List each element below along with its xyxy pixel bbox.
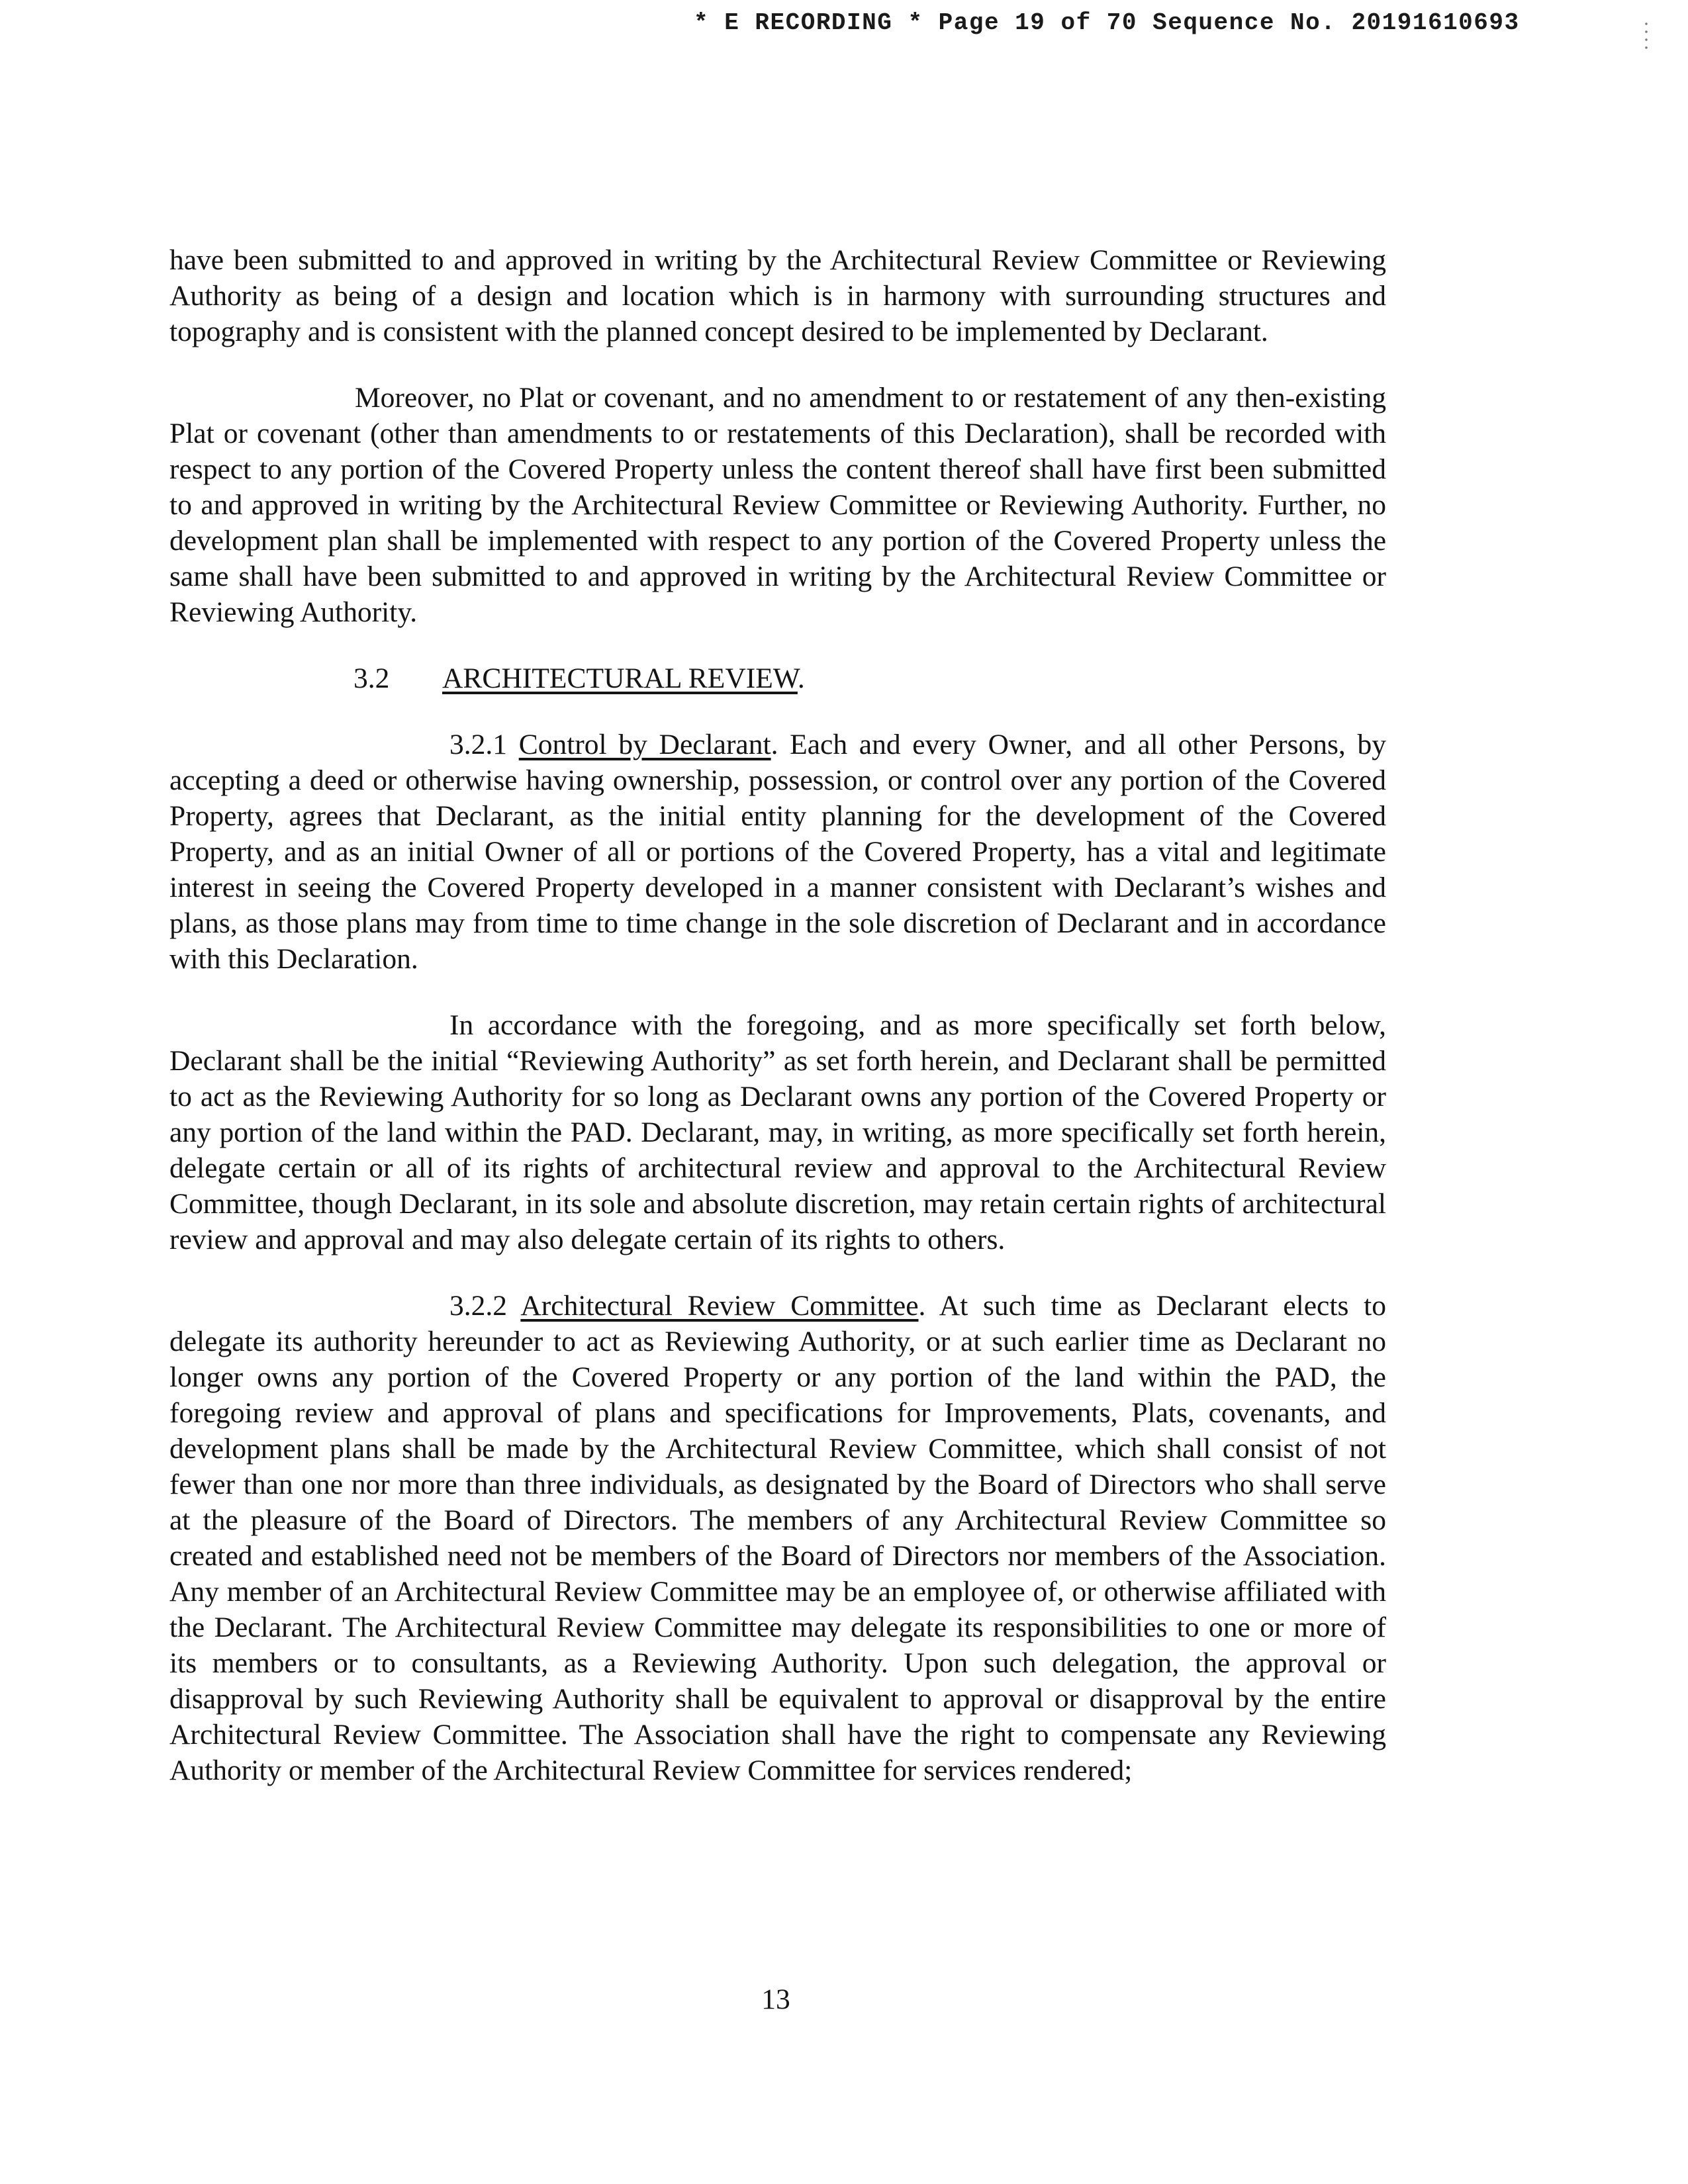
subsection-text: Each and every Owner, and all other Persons, by accepting a deed or otherwise having ownership, possession, or control over any portion of the Covered Property, agrees that Declarant, as the initial entity planning for the development of the Covered Property, and as an initial Owner of all or portions of the Covered Property, has a vital and legitimate interest in seeing the Covered Property developed in a manner consistent with Declarant’s wishes and plans, as those plans may from time to time change in the sole discretion of Declarant and in accordance with this Declaration. [169,729,1386,975]
paragraph-continuation: have been submitted to and approved in writing by the Architectural Review Committee or Reviewing Authority as being of a design and location which is in harmony with surrounding structures and topography and is consistent with the planned concept desired to be implemented by Declarant. [169,244,1386,347]
subsection-3-2-1 [169,727,1386,977]
section-number: 3.2 [353,662,390,694]
paragraph-reviewing-authority: In accordance with the foregoing, and as more specifically set forth below, Declarant shall be the initial “Reviewing Authority” as set forth herein, and Declarant shall be permitted to act as the Reviewing Authority for so long as Declarant owns any portion of the Covered Property or any portion of the land within the PAD. Declarant, may, in writing, as more specifically set forth herein, delegate certain or all of its rights of architectural review and approval to the Architectural Review Committee, though Declarant, in its sole and absolute discretion, may retain certain rights of architectural review and approval and may also delegate certain of its rights to others. [169,1009,1386,1255]
subsection-title-period: . [918,1290,926,1322]
subsection-title: Architectural Review Committee [520,1290,919,1322]
section-3-2-heading [169,660,1386,696]
recording-stamp: * E RECORDING * Page 19 of 70 Sequence No. 20191610693 [694,9,1520,36]
page-number: 13 [761,1983,790,2015]
page-edge-dots [1644,20,1648,50]
section-title-period: . [797,662,805,694]
subsection-3-2-2 [169,1288,1386,1788]
subsection-number: 3.2.2 [449,1290,507,1322]
subsection-text: At such time as Declarant elects to delegate its authority hereunder to act as Reviewing Authority, or at such earlier time as Declarant no longer owns any portion of the Covered Property or any portion of the land within the PAD, the foregoing review and approval of plans and specifications for Improvements, Plats, covenants, and development plans shall be made by the Architectural Review Committee, which shall consist of not fewer than one nor more than three individuals, as designated by the Board of Directors who shall serve at the pleasure of the Board of Directors. The members of any Architectural Review Committee so created and established need not be members of the Board of Directors nor members of the Association. Any member of an Architectural Review Committee may be an employee of, or otherwise affiliated with the Declarant. The Architectural Review Committee may delegate its responsibilities to one or more of its members or to consultants, as a Reviewing Authority. Upon such delegation, the approval or disapproval by such Reviewing Authority shall be equivalent to approval or disapproval by the entire Architectural Review Committee. The Association shall have the right to compensate any Reviewing Authority or member of the Architectural Review Committee for services rendered; [169,1290,1386,1786]
document-body [169,242,1386,1819]
subsection-number: 3.2.1 [449,729,507,760]
subsection-title: Control by Declarant [518,729,771,760]
section-title: ARCHITECTURAL REVIEW [442,662,798,694]
subsection-title-period: . [771,729,778,760]
paragraph-plat-covenant: Moreover, no Plat or covenant, and no amendment to or restatement of any then-existing Plat or covenant (other than amendments to or restatements of this Declaration), shall be recorded with respect to any portion of the Covered Property unless the content thereof shall have first been submitted to and approved in writing by the Architectural Review Committee or Reviewing Authority. Further, no development plan shall be implemented with respect to any portion of the Covered Property unless the same shall have been submitted to and approved in writing by the Architectural Review Committee or Reviewing Authority. [169,382,1386,628]
